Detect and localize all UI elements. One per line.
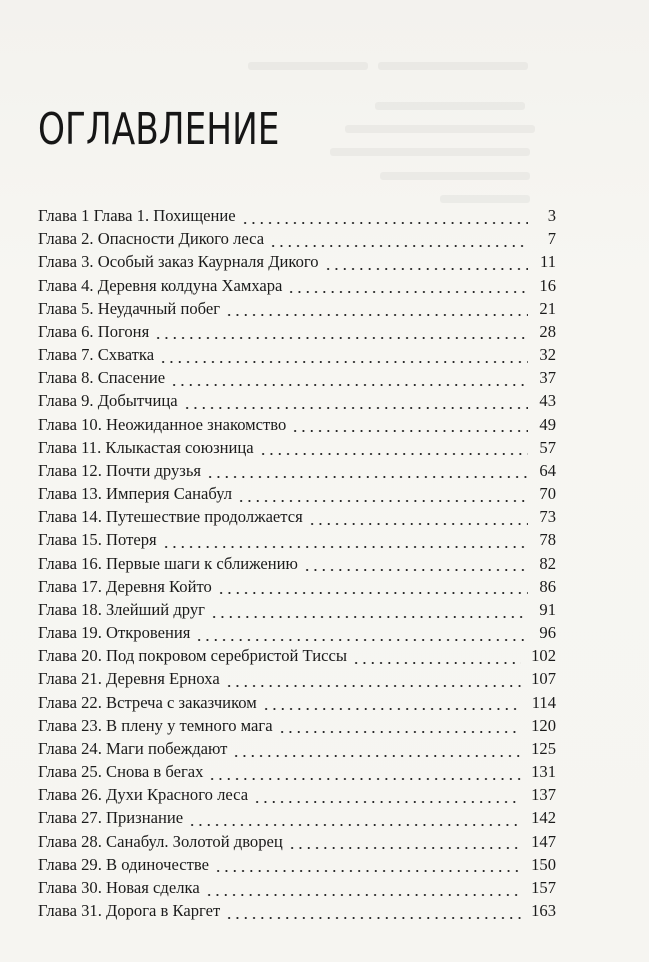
toc-item [38,737,556,760]
toc-item-page-number: 21 [539,298,556,318]
toc-item-leader-dots [170,373,528,387]
toc-item-page-number: 11 [540,252,556,272]
toc-item-page-number: 91 [539,599,556,619]
toc-item-leader-dots [159,350,528,364]
toc-item-page-number: 137 [531,785,556,805]
toc-item-page-number: 16 [539,275,556,295]
toc-item [38,575,556,598]
toc-item-leader-dots [205,883,521,897]
toc-item-page-number: 3 [547,206,556,225]
toc-item [38,413,556,436]
toc-item-label: Глава 25. Снова в бегах [38,762,204,782]
toc-item-leader-dots [352,651,521,665]
toc-item-label: Глава 6. Погоня [38,321,150,341]
toc-item-leader-dots [253,790,521,804]
toc-item-leader-dots [278,720,522,734]
toc-item-label: Глава 27. Признание [38,808,184,828]
toc-item-label: Глава 10. Неожиданное знакомство [38,414,287,434]
toc-item-label: Глава 12. Почти друзья [38,460,202,480]
toc-item-page-number: 150 [531,854,556,874]
toc-item [38,436,556,459]
toc-item [38,297,556,320]
toc-item-page-number: 114 [531,692,556,712]
toc-item-leader-dots [214,859,521,873]
toc-item-leader-dots [259,442,528,456]
toc-item [38,644,556,667]
toc-item-label: Глава 20. Под покровом серебристой Тиссы [38,646,348,666]
toc-item-page-number: 131 [531,762,556,782]
toc-item-page-number: 70 [539,484,556,504]
toc-item-leader-dots [262,697,522,711]
toc-item-label: Глава 13. Империя Санабул [38,484,233,504]
toc-item [38,598,556,621]
toc-item-page-number: 43 [539,391,556,411]
toc-item-label: Глава 8. Спасение [38,368,166,388]
toc-item-leader-dots [188,813,521,827]
toc-item-page-number: 32 [539,345,556,365]
toc-item [38,760,556,783]
toc-item-label: Глава 11. Клыкастая союзница [38,437,254,457]
toc-item-label: Глава 14. Путешествие продолжается [38,507,303,527]
toc-item-label: Глава 30. Новая сделка [38,877,200,897]
toc-item-leader-dots [225,674,521,688]
toc-item [38,250,556,273]
toc-item-leader-dots [217,581,528,595]
toc-item-leader-dots [208,767,521,781]
toc-item [38,274,556,297]
toc-item-label: Глава 31. Дорога в Каргет [38,901,221,921]
toc-item-leader-dots [225,906,521,920]
toc-item [38,389,556,412]
toc-item-page-number: 107 [531,669,556,689]
toc-item-page-number: 57 [539,437,556,457]
toc-item-label: Глава 16. Первые шаги к сближению [38,553,298,573]
toc-item-label: Глава 23. В плену у темного мага [38,715,273,735]
toc-item-page-number: 157 [531,877,556,897]
toc-item [38,482,556,505]
toc-item-leader-dots [154,326,528,340]
toc-item-leader-dots [237,489,528,503]
toc-title: ОГЛАВЛЕНИЕ [38,104,280,155]
toc-item [38,552,556,575]
toc-item [38,621,556,644]
toc-item-leader-dots [195,628,528,642]
toc-item-label: Глава 22. Встреча с заказчиком [38,692,257,712]
toc-item-page-number: 49 [539,414,556,434]
toc-item-leader-dots [241,211,528,225]
toc-item-label: Глава 17. Деревня Който [38,576,212,596]
toc-item-leader-dots [288,836,521,850]
toc-item [38,505,556,528]
toc-item-leader-dots [308,512,528,526]
toc-item-label: Глава 24. Маги побеждают [38,738,228,758]
toc-item-leader-dots [303,558,528,572]
toc-item-page-number: 142 [531,808,556,828]
toc-item [38,783,556,806]
toc-item-label: Глава 18. Злейший друг [38,599,205,619]
toc-item-page-number: 73 [539,507,556,527]
toc-item-label: Глава 15. Потеря [38,530,157,550]
toc-item-page-number: 28 [539,321,556,341]
toc-item [38,853,556,876]
toc-item [38,830,556,853]
toc-item-page-number: 7 [547,229,556,249]
toc-item [38,714,556,737]
toc-item-page-number: 64 [539,460,556,480]
toc-item-leader-dots [206,465,528,479]
toc-item [38,320,556,343]
toc-item-page-number: 82 [539,553,556,573]
toc-item-label: Глава 9. Добытчица [38,391,178,411]
toc-item-label: Глава 4. Деревня колдуна Хамхара [38,275,283,295]
toc-item-label: Глава 2. Опасности Дикого леса [38,229,265,249]
toc-item [38,876,556,899]
toc-item-page-number: 163 [531,901,556,921]
toc-item-label: Глава 28. Санабул. Золотой дворец [38,831,283,851]
toc-item-leader-dots [291,419,528,433]
toc-item-label: Глава 29. В одиночестве [38,854,209,874]
toc-item-label: Глава 3. Особый заказ Каурналя Дикого [38,252,319,272]
toc-item-leader-dots [324,257,528,271]
toc-item-page-number: 102 [531,646,556,666]
toc-item-page-number: 120 [531,715,556,735]
toc-item [38,667,556,690]
toc-item-label: Глава 26. Духи Красного леса [38,785,249,805]
toc-item-leader-dots [183,396,528,410]
toc-item [38,343,556,366]
toc-item [38,899,556,922]
toc-item-page-number: 125 [531,738,556,758]
toc-item [38,691,556,714]
toc-item [38,806,556,829]
toc-item-leader-dots [225,303,528,317]
toc-item-leader-dots [287,280,528,294]
toc-item-label: Глава 19. Откровения [38,623,191,643]
toc-item-leader-dots [162,535,528,549]
toc-item [38,528,556,551]
toc-item-label: Глава 5. Неудачный побег [38,298,221,318]
toc-item-label: Глава 1 Глава 1. Похищение [38,206,236,225]
toc-item-label: Глава 7. Схватка [38,345,155,365]
toc-item [38,204,556,227]
toc-item-leader-dots [232,744,521,758]
toc-item-leader-dots [269,234,528,248]
toc-item [38,227,556,250]
toc-item-page-number: 37 [539,368,556,388]
toc-item-label: Глава 21. Деревня Ерноха [38,669,220,689]
toc-item [38,366,556,389]
toc-item-leader-dots [210,605,528,619]
toc-item-page-number: 96 [539,623,556,643]
toc-item-page-number: 147 [531,831,556,851]
toc-item-page-number: 78 [539,530,556,550]
toc-item-page-number: 86 [539,576,556,596]
toc-list [38,204,556,922]
toc-item [38,459,556,482]
